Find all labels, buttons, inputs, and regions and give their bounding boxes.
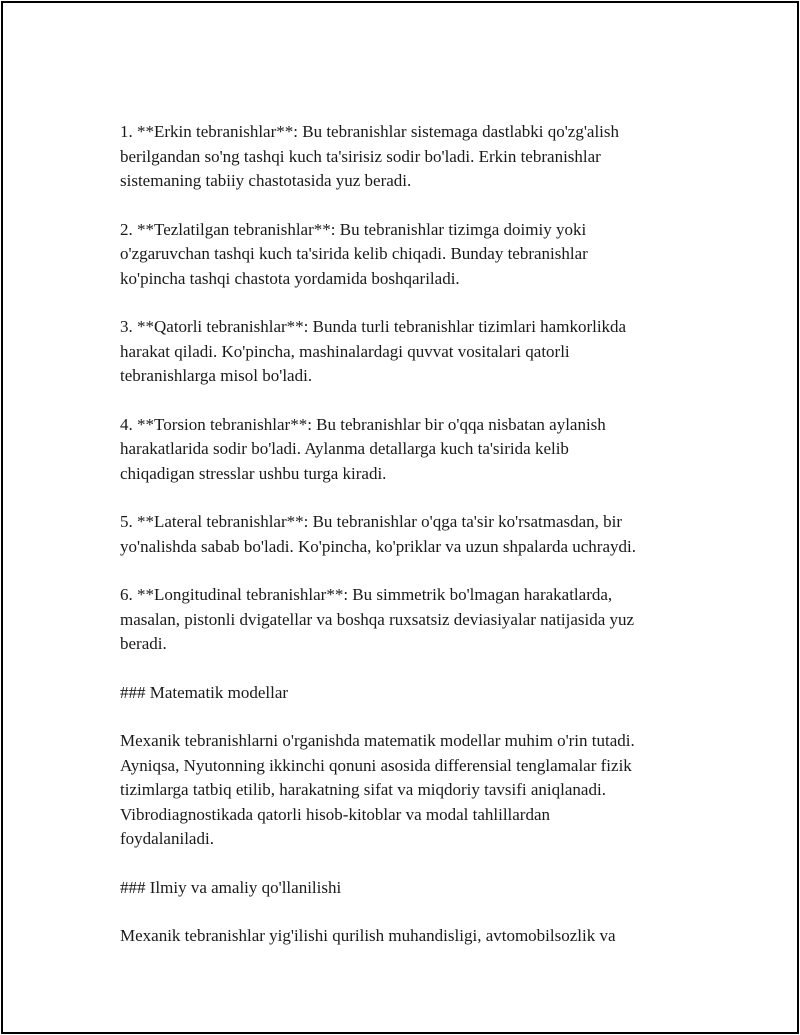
- heading-text: ### Ilmiy va amaliy qo'llanilishi: [120, 877, 342, 897]
- text-line: 1. **Erkin tebranishlar**: Bu tebranishlar sistemaga dastlabki qo'zg'alish: [120, 122, 620, 141]
- text-line: beradi.: [120, 634, 167, 653]
- text-line: 4. **Torsion tebranishlar**: Bu tebranishlar bir o'qqa nisbatan aylanish: [120, 414, 606, 434]
- text-line: harakatlarida sodir bo'ladi. Aylanma detallarga kuch ta'sirida kelib: [120, 439, 569, 458]
- text-line: yo'nalishda sabab bo'ladi. Ko'pincha, ko'priklar va uzun shpalarda uchraydi.: [120, 536, 636, 556]
- body-paragraph-matematik: [120, 729, 690, 852]
- text-line: 3. **Qatorli tebranishlar**: Bunda turli tebranishlar tizimlari hamkorlikda: [120, 317, 627, 336]
- section-heading-matematik-modellar: [120, 681, 690, 706]
- text-line: Vibrodiagnostikada qatorli hisob-kitoblar va modal tahlillardan: [120, 804, 551, 824]
- body-paragraph-ilmiy: [120, 924, 690, 949]
- text-line: foydalaniladi.: [120, 829, 214, 848]
- text-line: 6. **Longitudinal tebranishlar**: Bu simmetrik bo'lmagan harakatlarda,: [120, 585, 613, 604]
- text-line: tebranishlarga misol bo'ladi.: [120, 366, 313, 385]
- text-line: sistemaning tabiiy chastotasida yuz beradi.: [120, 171, 412, 190]
- text-line: ko'pincha tashqi chastota yordamida boshqariladi.: [120, 268, 460, 288]
- document-body: [120, 120, 690, 973]
- text-line: Mexanik tebranishlarni o'rganishda matematik modellar muhim o'rin tutadi.: [120, 731, 635, 750]
- text-line: 2. **Tezlatilgan tebranishlar**: Bu tebranishlar tizimga doimiy yoki: [120, 219, 587, 239]
- text-line: masalan, pistonli dvigatellar va boshqa ruxsatsiz deviasiyalar natijasida yuz: [120, 609, 635, 629]
- text-line: berilgandan so'ng tashqi kuch ta'sirisiz sodir bo'ladi. Erkin tebranishlar: [120, 146, 601, 166]
- heading-text: ### Matematik modellar: [120, 682, 289, 702]
- list-item-erkin: [120, 120, 690, 194]
- text-line: Mexanik tebranishlar yig'ilishi qurilish muhandisligi, avtomobilsozlik va: [120, 926, 616, 945]
- list-item-qatorli: [120, 315, 690, 389]
- document-page: [1, 1, 799, 1034]
- text-line: chiqadigan stresslar ushbu turga kiradi.: [120, 463, 387, 483]
- list-item-tezlatilgan: [120, 218, 690, 292]
- text-line: harakat qiladi. Ko'pincha, mashinalardagi quvvat vositalari qatorli: [120, 341, 570, 361]
- text-line: Ayniqsa, Nyutonning ikkinchi qonuni asosida differensial tenglamalar fizik: [120, 755, 632, 775]
- text-line: tizimlarga tatbiq etilib, harakatning sifat va miqdoriy tavsifi aniqlanadi.: [120, 780, 606, 799]
- list-item-lateral: [120, 510, 690, 559]
- text-line: o'zgaruvchan tashqi kuch ta'sirida kelib chiqadi. Bunday tebranishlar: [120, 244, 588, 263]
- section-heading-ilmiy: [120, 876, 690, 901]
- list-item-longitudinal: [120, 583, 690, 657]
- text-line: 5. **Lateral tebranishlar**: Bu tebranishlar o'qga ta'sir ko'rsatmasdan, bir: [120, 512, 623, 531]
- list-item-torsion: [120, 413, 690, 487]
